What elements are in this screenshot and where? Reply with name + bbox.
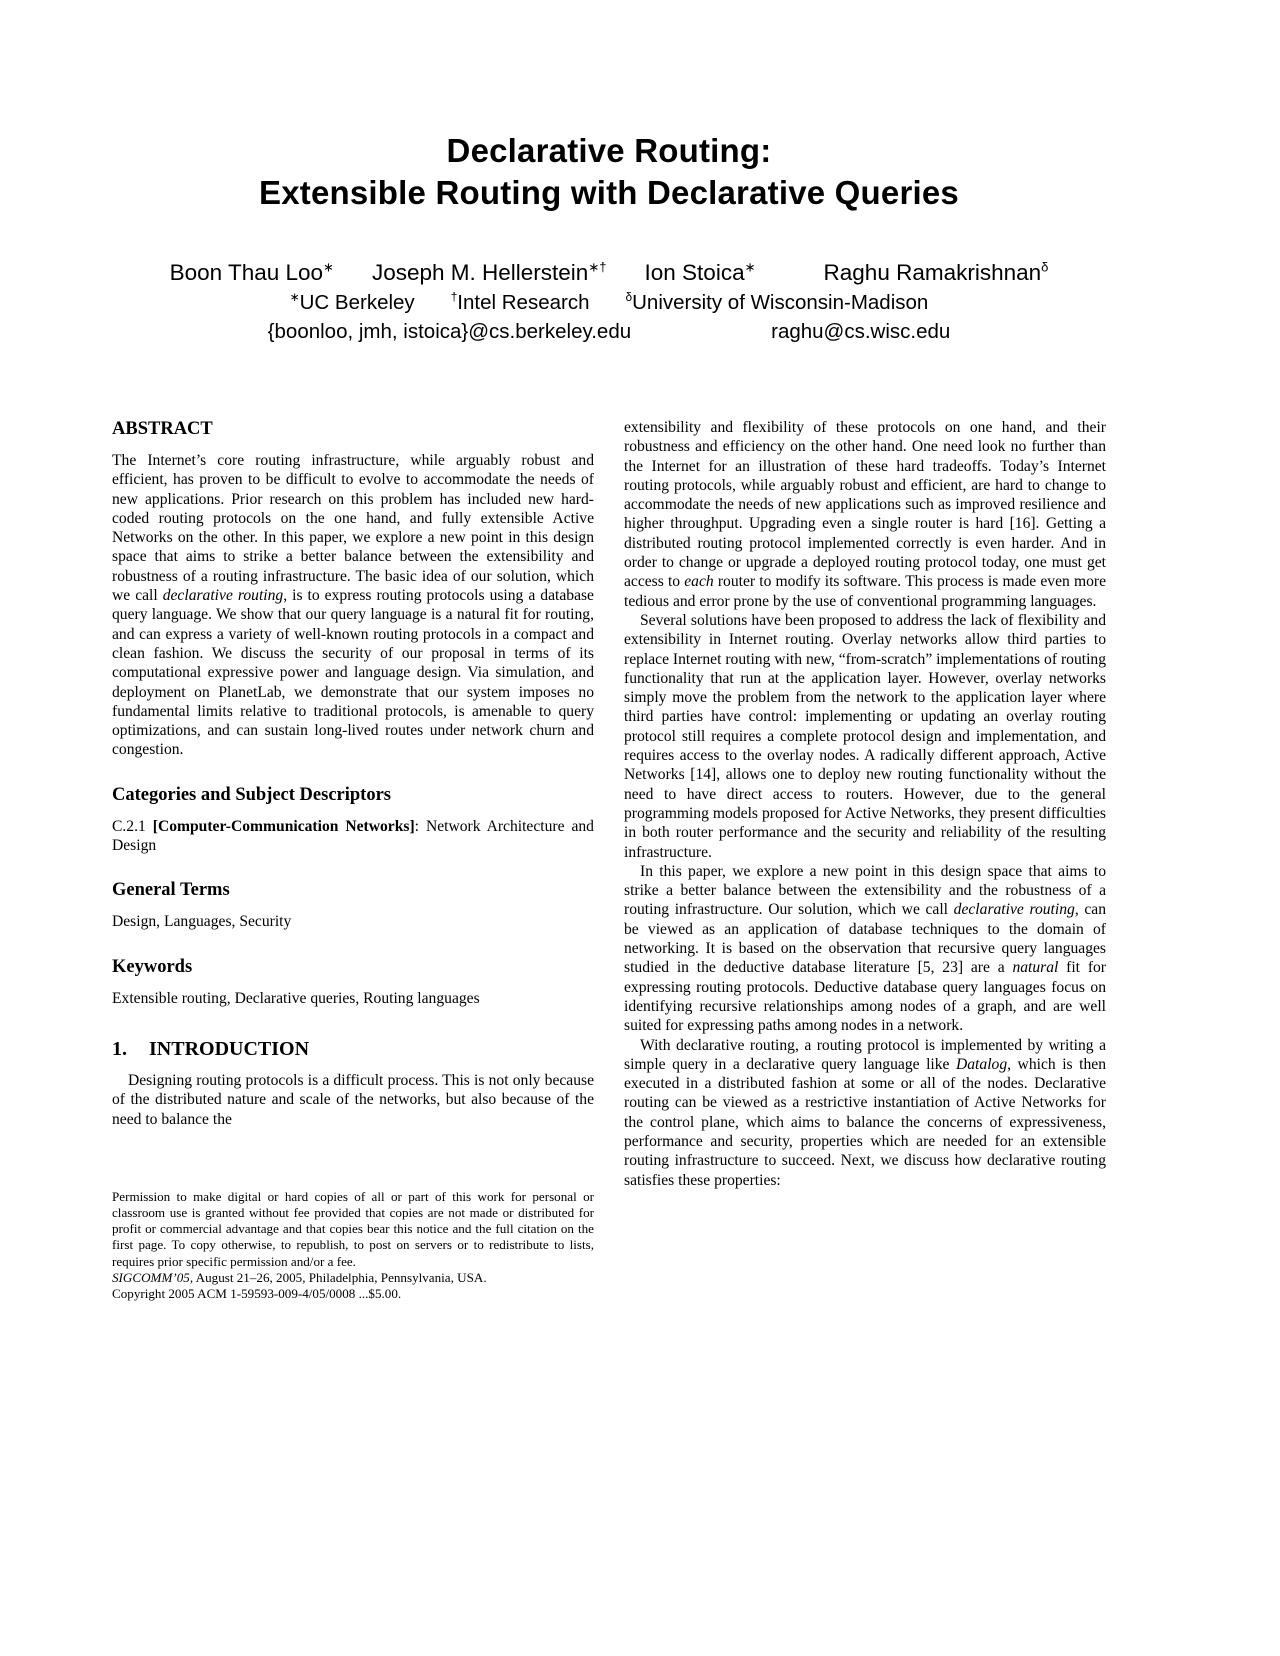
author — [645, 260, 756, 286]
intro-continued-p4: With declarative routing, a routing protocol is implemented by writing a simple query in a declarative query language like Datalog, which is then executed in a distributed fashion at some or all of the nodes. Declarative routing can be viewed as a restrictive instantiation of Active Networks for the control plane, which aims to balance the concerns of expressiveness, performance and security, properties which are needed for an extensible routing infrastructure to succeed. Next, we discuss how declarative routing satisfies these properties: — [624, 1036, 1106, 1189]
keywords-text: Extensible routing, Declarative queries, Routing languages — [112, 989, 480, 1007]
author-affiliation-mark: ∗ — [323, 259, 334, 275]
left-column — [112, 418, 594, 1302]
title-line-2: Extensible Routing with Declarative Queries — [259, 174, 959, 211]
paper-title — [112, 130, 1106, 214]
copyright-line: Copyright 2005 ACM 1-59593-009-4/05/0008 ...$5.00. — [112, 1286, 402, 1302]
affiliation — [290, 291, 415, 315]
permission-text: Permission to make digital or hard copies of all or part of this work for personal or classroom use is granted without fee provided that copies are not made or distributed for profit or commercial advantage and that copies bear this notice and the full citation on the first page. To copy otherwise, to republish, to post on servers or to redistribute to lists, requires prior specific permission and/or a fee. — [112, 1188, 594, 1269]
author — [372, 260, 607, 286]
two-column-body — [112, 418, 1106, 1302]
affiliation-mark: ∗ — [289, 290, 300, 305]
author-name: Boon Thau Loo — [169, 260, 324, 285]
categories-text: C.2.1 [Computer-Communication Networks]: Network Architecture and Design — [112, 817, 594, 855]
email-berkeley: {boonloo, jmh, istoica}@cs.berkeley.edu — [267, 320, 632, 343]
author-affiliation-mark: ∗† — [588, 259, 607, 275]
affiliation-name: UC Berkeley — [299, 291, 415, 314]
abstract-heading: ABSTRACT — [112, 419, 213, 439]
affiliation — [625, 291, 928, 315]
intro-continued-p1: extensibility and flexibility of these protocols on one hand, and their robustness and efficiency on the other hand. One need look no further than the Internet for an illustration of these hard tradeoffs. Today’s Internet routing protocols, while arguably robust and efficient, are hard to change to accommodate the needs of new applications such as improved resilience and higher throughput. Upgrading even a single router is hard [16]. Getting a distributed routing protocol implemented correctly is even harder. And in order to change or upgrade a deployed routing protocol today, one must get access to each router to modify its software. This process is made even more tedious and error prone by the use of conventional programming languages. — [624, 419, 1106, 610]
abstract-text: The Internet’s core routing infrastructure, while arguably robust and efficient, has proven to be difficult to evolve to accommodate the needs of new applications. Prior research on this problem has included new hard-coded routing protocols on the one hand, and fully extensible Active Networks on the other. In this paper, we explore a new point in this design space that aims to strike a better balance between the extensibility and robustness of a routing infrastructure. The basic idea of our solution, which we call declarative routing, is to express routing protocols using a database query language. We show that our query language is a natural fit for routing, and can express a variety of well-known routing protocols in a compact and clean fashion. We discuss the security of our proposal in terms of its computational expressive power and language design. Via simulation, and deployment on PlanetLab, we demonstrate that our system imposes no fundamental limits relative to traditional protocols, is amenable to query optimizations, and can sustain long-lived routes under network churn and congestion. — [112, 452, 594, 759]
introduction-heading — [112, 1038, 594, 1061]
affiliation-mark: † — [450, 290, 458, 305]
author-name: Ion Stoica — [644, 260, 745, 285]
categories-heading: Categories and Subject Descriptors — [112, 784, 391, 805]
author-name: Joseph M. Hellerstein — [371, 260, 589, 285]
right-column — [624, 418, 1106, 1190]
conference-line: SIGCOMM’05, August 21–26, 2005, Philadelphia, Pennsylvania, USA. — [112, 1269, 487, 1285]
introduction-paragraph: Designing routing protocols is a difficult process. This is not only because of the distributed nature and scale of the networks, but also because of the need to balance the — [112, 1071, 594, 1128]
intro-continued-p3: In this paper, we explore a new point in this design space that aims to strike a better balance between the extensibility and the robustness of a routing infrastructure. Our solution, which we call declarative routing, can be viewed as an application of database techniques to the domain of networking. It is based on the observation that recursive query languages studied in the deductive database literature [5, 23] are a natural fit for expressing routing protocols. Deductive database query languages focus on identifying recursive relationships among nodes of a graph, and are well suited for expressing paths among nodes in a network. — [624, 862, 1106, 1035]
author-affiliation-mark: ∗ — [744, 259, 756, 275]
affiliation — [451, 291, 590, 315]
title-line-1: Declarative Routing: — [446, 132, 772, 169]
author-name: Raghu Ramakrishnan — [823, 260, 1042, 285]
affiliations-row — [112, 291, 1106, 315]
affiliation-name: Intel Research — [457, 291, 590, 314]
section-number: 1. — [112, 1037, 127, 1060]
email-wisc: raghu@cs.wisc.edu — [771, 320, 951, 343]
copyright-notice — [112, 1189, 594, 1302]
section-title: INTRODUCTION — [149, 1037, 310, 1060]
author — [824, 260, 1049, 286]
paper-header — [112, 130, 1106, 344]
keywords-heading: Keywords — [112, 956, 193, 977]
author — [170, 260, 334, 286]
authors-row — [112, 260, 1106, 286]
author-affiliation-mark: δ — [1041, 259, 1049, 275]
general-terms-heading: General Terms — [112, 880, 230, 901]
affiliation-mark: δ — [625, 290, 633, 305]
affiliation-name: University of Wisconsin-Madison — [632, 291, 929, 314]
emails-row — [112, 320, 1106, 344]
general-terms-text: Design, Languages, Security — [112, 913, 292, 931]
intro-continued-p2: Several solutions have been proposed to address the lack of flexibility and extensibility in Internet routing. Overlay networks allow third parties to replace Internet routing with new, “from-scratch” implementations of routing functionality that run at the application layer. However, overlay networks simply move the problem from the network to the application layer where third parties have control: implementing or updating an overlay routing protocol still requires a complete protocol design and implementation, and requires access to the overlay nodes. A radically different approach, Active Networks [14], allows one to deploy new routing functionality without the need to have direct access to routers. However, due to the general programming models proposed for Active Networks, they present difficulties in both router performance and the security and reliability of the resulting infrastructure. — [624, 611, 1106, 861]
